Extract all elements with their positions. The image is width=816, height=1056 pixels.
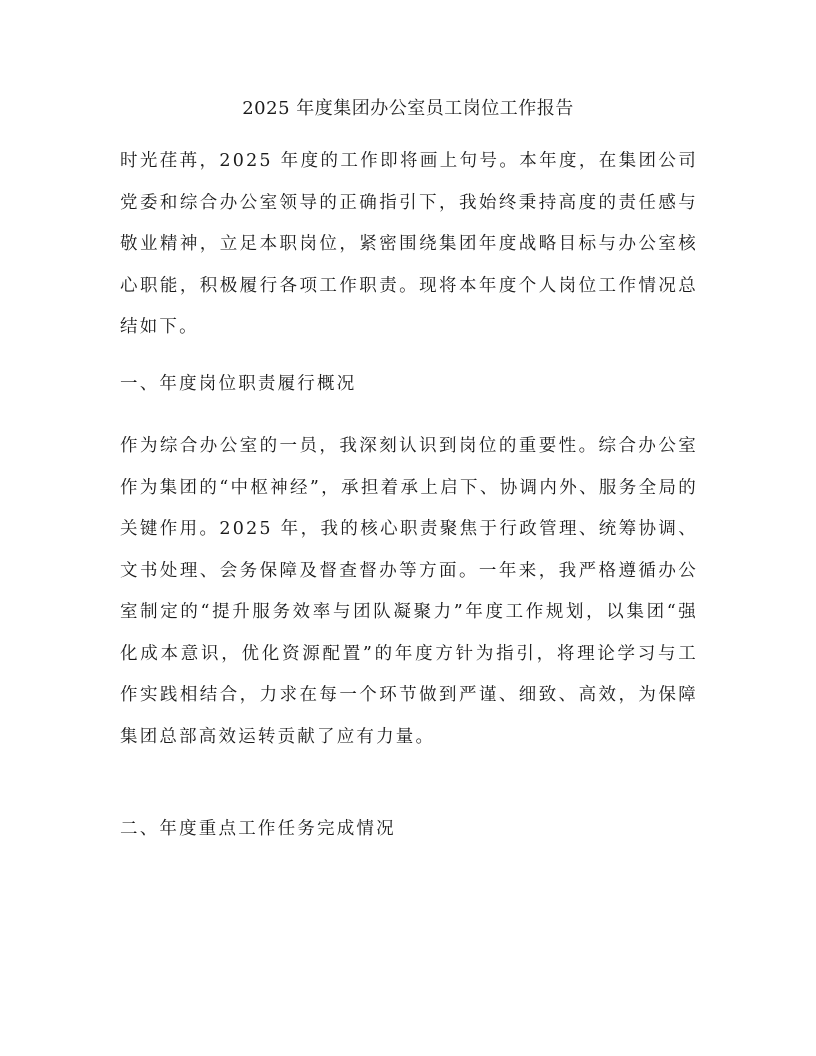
- section-1-heading: 一、年度岗位职责履行概况: [120, 374, 357, 394]
- document-title: 2025 年度集团办公室员工岗位工作报告: [242, 98, 574, 119]
- section-1-paragraph: 作为综合办公室的一员，我深刻认识到岗位的重要性。综合办公室作为集团的“中枢神经”，承担着承上启下、协调内外、服务全局的关键作用。2025 年，我的核心职责聚焦于行政管理、统筹协调、文书处理、会务保障及督查督办等方面。一年来，我严格遵循办公室制定的“提升服务效率与团队凝聚力”年度工作规划，以集团“强化成本意识，优化资源配置”的年度方针为指引，将理论学习与工作实践相结合，力求在每一个环节做到严谨、细致、高效，为保障集团总部高效运转贡献了应有力量。: [120, 436, 698, 747]
- section-2-heading: 二、年度重点工作任务完成情况: [120, 819, 396, 839]
- intro-paragraph: 时光荏苒，2025 年度的工作即将画上句号。本年度，在集团公司党委和综合办公室领导的正确指引下，我始终秉持高度的责任感与敬业精神，立足本职岗位，紧密围绕集团年度战略目标与办公室核心职能，积极履行各项工作职责。现将本年度个人岗位工作情况总结如下。: [120, 151, 698, 337]
